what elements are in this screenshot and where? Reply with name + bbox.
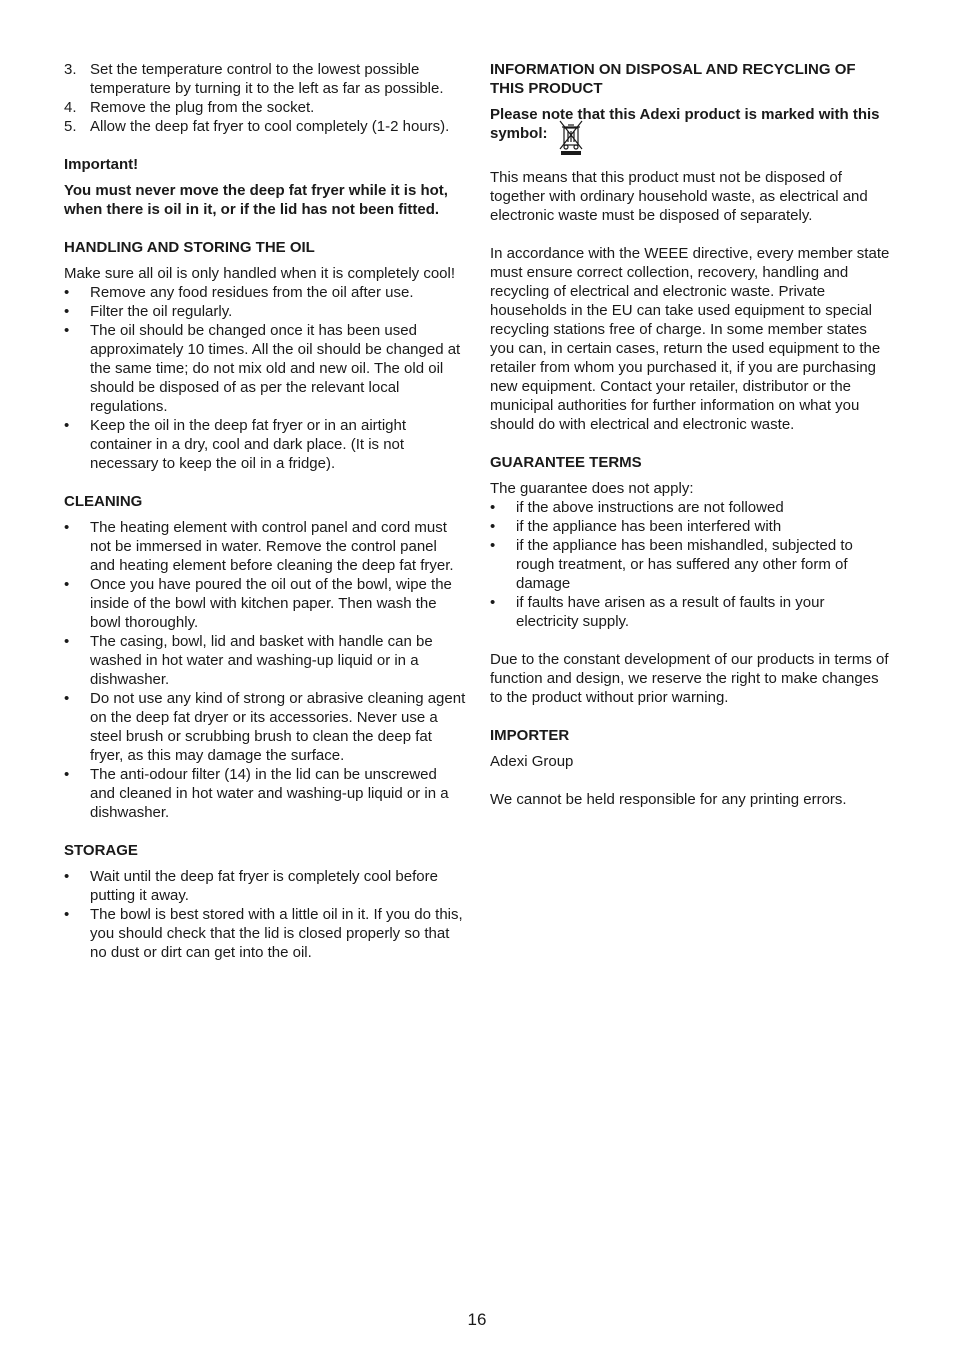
disposal-note: Please note that this Adexi product is marked with this symbol: — [490, 105, 890, 161]
list-item: • The bowl is best stored with a little oil in it. If you do this, you should check that the lid is closed properly so that no dust or dirt can get into the oil. — [64, 906, 463, 961]
list-item: • if the above instructions are not followed — [490, 499, 784, 516]
oil-heading: HANDLING AND STORING THE OIL — [64, 239, 315, 256]
step-text: Allow the deep fat fryer to cool completely (1-2 hours). — [90, 118, 450, 135]
list-item: • The heating element with control panel and cord must not be immersed in water. Remove the control panel and heating element before cleaning the deep fat fryer. — [64, 519, 454, 574]
crossed-out-wheelie-bin-icon — [558, 118, 584, 161]
oil-bullets — [64, 283, 466, 473]
importer-heading: IMPORTER — [490, 727, 570, 744]
list-item: • if the appliance has been mishandled, subjected to rough treatment, or has suffered any other form of damage — [490, 537, 853, 592]
list-item: • Do not use any kind of strong or abrasive cleaning agent on the deep fat dryer or its accessories. Never use a steel brush or scrubbing brush to clean the deep fat fryer, as this may damage the surface. — [64, 690, 466, 764]
step-number: 4. — [64, 99, 77, 116]
cleaning-heading: CLEANING — [64, 493, 143, 510]
guarantee-intro: The guarantee does not apply: — [490, 480, 694, 497]
important-label: Important! — [64, 156, 139, 173]
disposal-paragraph-2: In accordance with the WEEE directive, every member state must ensure correct collection, recovery, handling and recycling of electrical and electronic waste. Private households in the EU can take used equipment to special recycling stations free of charge. In some member states you can, in certain cases, return the used equipment to the retailer from whom you purchased it, if you are purchasing new equipment. Contact your retailer, distributor or the municipal authorities for further information on what you should do with electrical and electronic waste. — [490, 245, 890, 433]
storage-heading: STORAGE — [64, 842, 138, 859]
printing-errors-disclaimer: We cannot be held responsible for any printing errors. — [490, 791, 847, 808]
page-number: 16 — [467, 1310, 487, 1329]
list-item: • if faults have arisen as a result of faults in your electricity supply. — [490, 594, 825, 630]
cleaning-bullets — [64, 518, 466, 822]
step-item — [64, 60, 466, 98]
guarantee-heading: GUARANTEE TERMS — [490, 454, 642, 471]
bullet-marker: • — [64, 322, 70, 339]
step-text: Remove the plug from the socket. — [90, 99, 315, 116]
bullet-marker: • — [490, 499, 496, 516]
list-item: • if the appliance has been interfered with — [490, 518, 782, 535]
guarantee-paragraph: Due to the constant development of our products in terms of function and design, we reserve the right to make changes to the product without prior warning. — [490, 651, 889, 706]
bullet-marker: • — [64, 417, 70, 434]
bullet-marker: • — [64, 766, 70, 783]
bullet-marker: • — [64, 303, 70, 320]
bullet-marker: • — [490, 537, 496, 554]
list-item: • Remove any food residues from the oil after use. — [64, 284, 414, 301]
steps-list — [64, 60, 466, 136]
list-item: • The anti-odour filter (14) in the lid can be unscrewed and cleaned in hot water and washing-up liquid or in a dishwasher. — [64, 766, 449, 821]
disposal-paragraph-1: This means that this product must not be disposed of together with ordinary household waste, as electrical and electronic waste must be disposed of separately. — [490, 169, 868, 224]
bullet-marker: • — [64, 519, 70, 536]
list-item: • The casing, bowl, lid and basket with handle can be washed in hot water and washing-up liquid or in a dishwasher. — [64, 633, 433, 688]
step-text: Set the temperature control to the lowest possible temperature by turning it to the left as far as possible. — [90, 61, 444, 97]
left-column — [64, 60, 466, 962]
list-item: • Wait until the deep fat fryer is completely cool before putting it away. — [64, 868, 438, 904]
list-item: • Keep the oil in the deep fat fryer or in an airtight container in a dry, cool and dark place. (It is not necessary to keep the oil in a fridge). — [64, 417, 407, 472]
guarantee-bullets — [490, 498, 890, 631]
list-item: • Filter the oil regularly. — [64, 303, 233, 320]
step-item — [64, 117, 466, 136]
step-item — [64, 98, 466, 117]
disposal-heading: INFORMATION ON DISPOSAL AND RECYCLING OF THIS PRODUCT — [490, 61, 856, 97]
right-column — [490, 60, 890, 809]
bullet-marker: • — [64, 633, 70, 650]
storage-bullets — [64, 867, 466, 962]
bullet-marker: • — [490, 518, 496, 535]
step-number: 3. — [64, 61, 77, 78]
step-number: 5. — [64, 118, 77, 135]
bullet-marker: • — [64, 868, 70, 885]
list-item: • The oil should be changed once it has been used approximately 10 times. All the oil should be changed at the same time; do not mix old and new oil. The old oil should be disposed of as per the relevant local regulations. — [64, 322, 461, 415]
bullet-marker: • — [490, 594, 496, 611]
importer-name: Adexi Group — [490, 753, 574, 770]
bullet-marker: • — [64, 576, 70, 593]
important-warning: You must never move the deep fat fryer while it is hot, when there is oil in it, or if the lid has not been fitted. — [64, 182, 448, 218]
bullet-marker: • — [64, 284, 70, 301]
oil-intro: Make sure all oil is only handled when it is completely cool! — [64, 265, 456, 282]
bullet-marker: • — [64, 906, 70, 923]
list-item: • Once you have poured the oil out of the bowl, wipe the inside of the bowl with kitchen paper. Then wash the bowl thoroughly. — [64, 576, 452, 631]
bullet-marker: • — [64, 690, 70, 707]
